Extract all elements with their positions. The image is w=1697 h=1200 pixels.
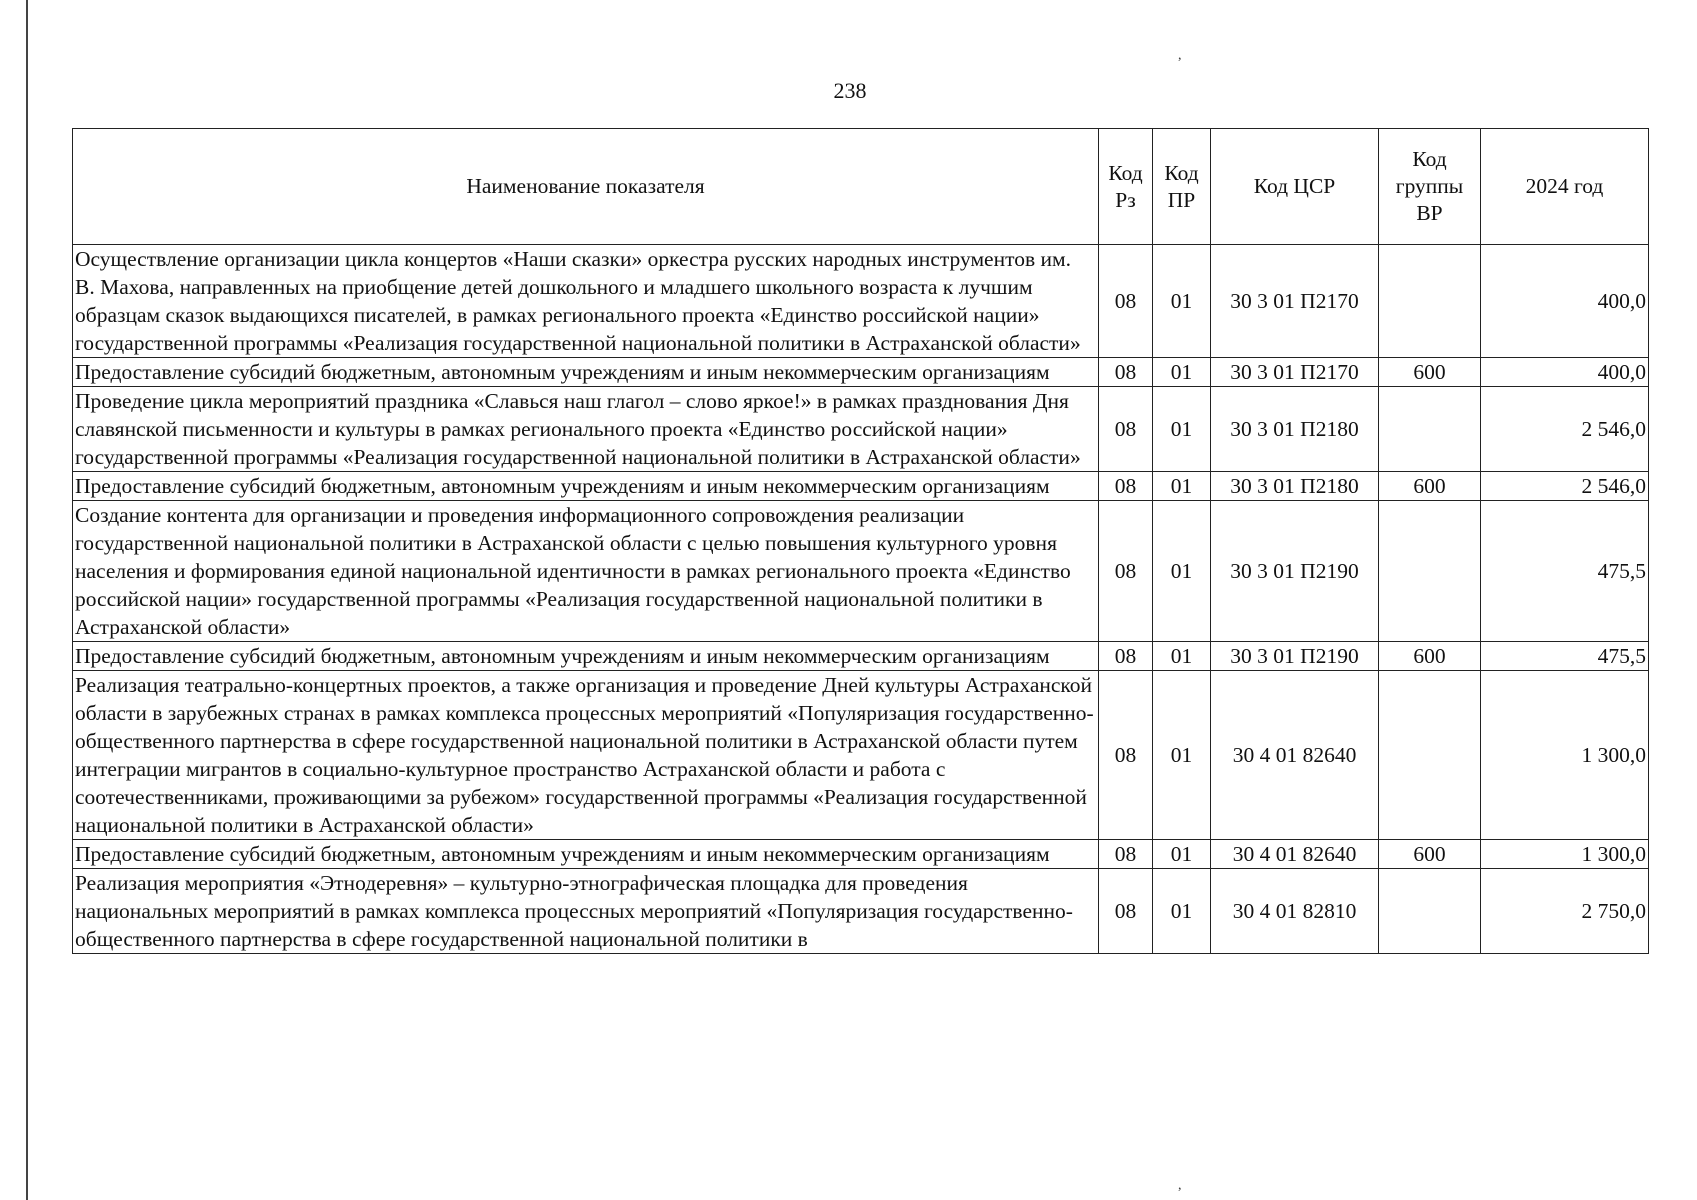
row-pr: 01 [1153,671,1211,840]
row-vr [1379,501,1481,642]
table-row [73,245,1649,358]
row-vr [1379,245,1481,358]
row-csr: 30 3 01 П2190 [1211,642,1379,671]
row-name: Осуществление организации цикла концертов «Наши сказки» оркестра русских народных инструментов им. В. Махова, направленных на приобщение детей дошкольного и младшего школьного возраста к лучшим образцам сказок выдающихся писателей, в рамках регионального проекта «Единство российской нации» государственной программы «Реализация государственной национальной политики в Астраханской области» [73,245,1099,358]
row-csr: 30 3 01 П2190 [1211,501,1379,642]
row-vr [1379,869,1481,954]
row-amount: 2 546,0 [1481,472,1649,501]
header-name: Наименование показателя [73,129,1099,245]
row-csr: 30 4 01 82640 [1211,671,1379,840]
header-year: 2024 год [1481,129,1649,245]
row-name: Реализация театрально-концертных проектов, а также организация и проведение Дней культуры Астраханской области в зарубежных странах в рамках комплекса процессных мероприятий «Популяризация государственно-общественного партнерства в сфере государственной национальной политики в Астраханской области путем интеграции мигрантов в социально-культурное пространство Астраханской области и работа с соотечественниками, проживающими за рубежом» государственной программы «Реализация государственной национальной политики в Астраханской области» [73,671,1099,840]
row-pr: 01 [1153,387,1211,472]
table-row [73,387,1649,472]
table-body [73,245,1649,954]
table-row [73,671,1649,840]
row-rz: 08 [1099,387,1153,472]
header-vr-line2: группы [1395,174,1464,198]
table-row [73,501,1649,642]
row-pr: 01 [1153,472,1211,501]
row-vr: 600 [1379,642,1481,671]
header-vr-line3: ВР [1416,201,1443,225]
table-row [73,642,1649,671]
header-pr [1153,129,1211,245]
row-rz: 08 [1099,671,1153,840]
row-amount: 475,5 [1481,642,1649,671]
row-name: Предоставление субсидий бюджетным, автономным учреждениям и иным некоммерческим организациям [73,472,1099,501]
header-rz [1099,129,1153,245]
header-rz-line2: Рз [1115,187,1136,212]
row-rz: 08 [1099,358,1153,387]
row-rz: 08 [1099,245,1153,358]
header-vr [1379,129,1481,245]
scan-speck: , [1178,1178,1182,1193]
row-amount: 1 300,0 [1481,671,1649,840]
row-csr: 30 4 01 82810 [1211,869,1379,954]
row-amount: 400,0 [1481,245,1649,358]
header-rz-line1: Код [1108,160,1143,185]
table-row [73,358,1649,387]
header-vr-line1: Код [1412,147,1447,171]
row-vr: 600 [1379,358,1481,387]
row-pr: 01 [1153,245,1211,358]
row-pr: 01 [1153,358,1211,387]
row-rz: 08 [1099,501,1153,642]
page-number: 238 [833,78,867,103]
row-name: Создание контента для организации и проведения информационного сопровождения реализации государственной национальной политики в Астраханской области с целью повышения культурного уровня населения и формирования единой национальной идентичности в рамках регионального проекта «Единство российской нации» государственной программы «Реализация государственной национальной политики в Астраханской области» [73,501,1099,642]
header-pr-line1: Код [1164,160,1199,185]
table-row [73,472,1649,501]
row-rz: 08 [1099,642,1153,671]
row-pr: 01 [1153,642,1211,671]
row-name: Предоставление субсидий бюджетным, автономным учреждениям и иным некоммерческим организациям [73,840,1099,869]
row-pr: 01 [1153,869,1211,954]
row-vr: 600 [1379,472,1481,501]
row-csr: 30 4 01 82640 [1211,840,1379,869]
row-csr: 30 3 01 П2180 [1211,472,1379,501]
row-vr [1379,387,1481,472]
row-name: Проведение цикла мероприятий праздника «Славься наш глагол – слово яркое!» в рамках празднования Дня славянской письменности и культуры в рамках регионального проекта «Единство российской нации» государственной программы «Реализация государственной национальной политики в Астраханской области» [73,387,1099,472]
table-row [73,840,1649,869]
left-margin-rule [26,0,28,1200]
row-vr [1379,671,1481,840]
row-csr: 30 3 01 П2170 [1211,245,1379,358]
row-amount: 475,5 [1481,501,1649,642]
budget-table [72,128,1649,954]
row-name: Реализация мероприятия «Этнодеревня» – культурно-этнографическая площадка для проведения национальных мероприятий в рамках комплекса процессных мероприятий «Популяризация государственно-общественного партнерства в сфере государственной национальной политики в [73,869,1099,954]
row-vr: 600 [1379,840,1481,869]
scan-speck: , [1178,48,1182,63]
table-row [73,869,1649,954]
row-amount: 2 546,0 [1481,387,1649,472]
row-csr: 30 3 01 П2170 [1211,358,1379,387]
row-amount: 1 300,0 [1481,840,1649,869]
row-amount: 400,0 [1481,358,1649,387]
table-header [73,129,1649,245]
row-rz: 08 [1099,869,1153,954]
header-csr: Код ЦСР [1211,129,1379,245]
row-name: Предоставление субсидий бюджетным, автономным учреждениям и иным некоммерческим организациям [73,642,1099,671]
row-amount: 2 750,0 [1481,869,1649,954]
row-csr: 30 3 01 П2180 [1211,387,1379,472]
row-rz: 08 [1099,472,1153,501]
row-rz: 08 [1099,840,1153,869]
header-pr-line2: ПР [1167,187,1196,212]
row-pr: 01 [1153,501,1211,642]
row-pr: 01 [1153,840,1211,869]
row-name: Предоставление субсидий бюджетным, автономным учреждениям и иным некоммерческим организациям [73,358,1099,387]
